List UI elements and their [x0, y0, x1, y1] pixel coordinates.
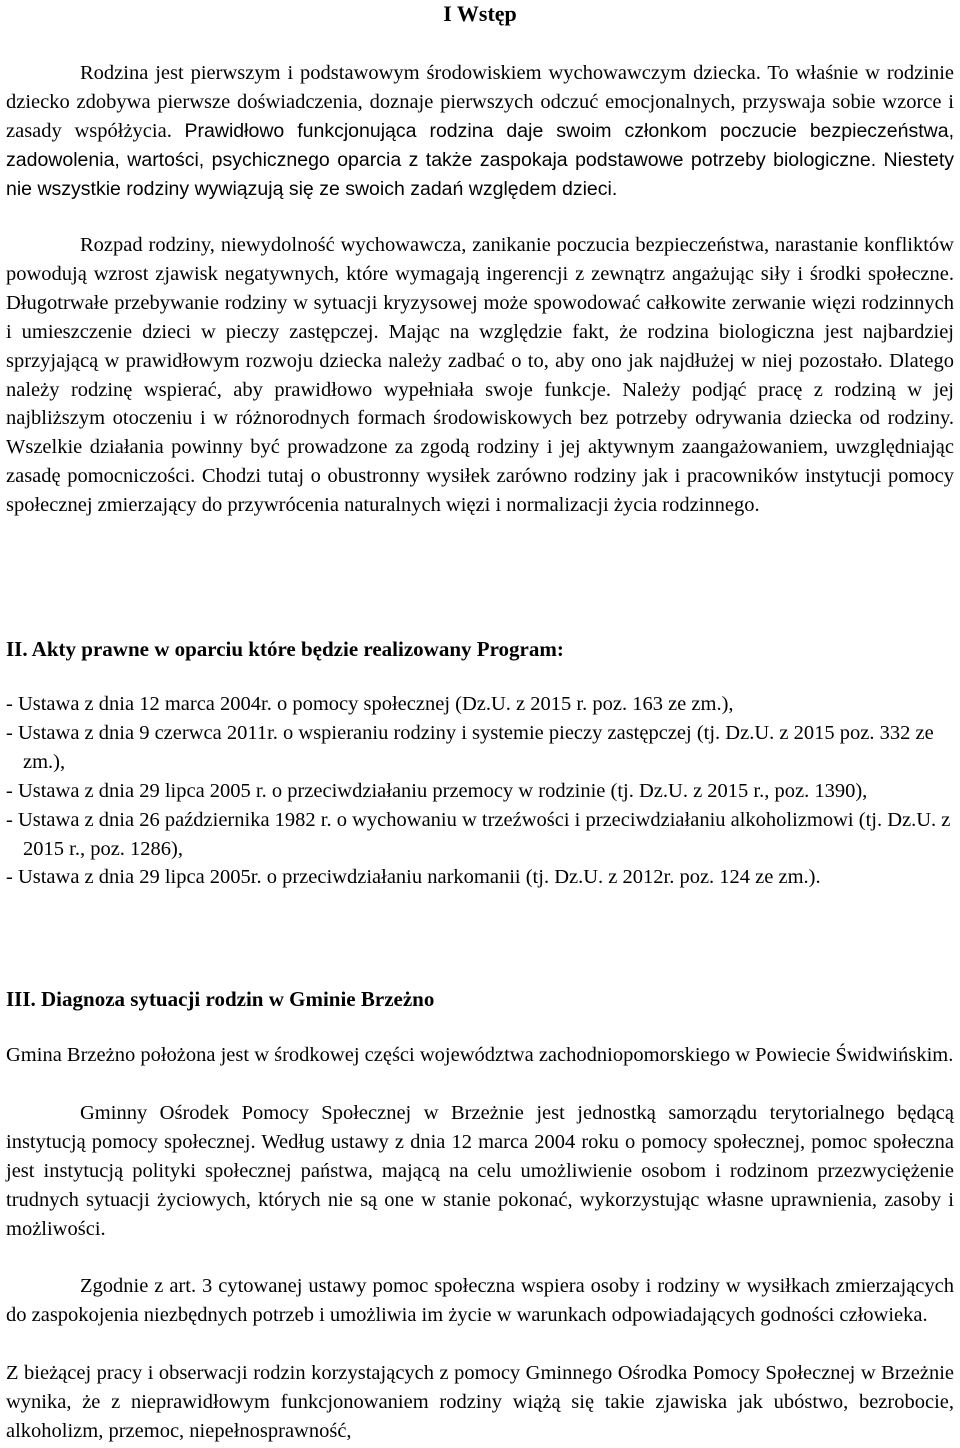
- section-heading-diagnosis: III. Diagnoza sytuacji rodzin w Gminie Brzeżno: [6, 987, 435, 1011]
- paragraph-intro-1a: Rodzina jest pierwszym i podstawowym środowiskiem wychowawczym dziecka. To właśnie w rodzinie dziecko zdobywa pierwsze doświadczenia, doznaje pierwszych odczuć emocjonalnych, przyswaja sobie wzorce i zasady współżycia.: [6, 62, 954, 142]
- paragraph-intro-1: [6, 59, 954, 204]
- legal-act-item: - Ustawa z dnia 29 lipca 2005 r. o przeciwdziałaniu przemocy w rodzinie (tj. Dz.U. z 2015 r., poz. 1390),: [6, 779, 868, 802]
- legal-acts-list: [6, 690, 954, 892]
- paragraph-intro-2: Rozpad rodziny, niewydolność wychowawcza, zanikanie poczucia bezpieczeństwa, narastanie konfliktów powodują wzrost zjawisk negatywnych, które wymagają ingerencji z zewnątrz angażując siły i środki społeczne. Długotrwałe przebywanie rodziny w sytuacji kryzysowej może spowodować całkowite zerwanie więzi rodzinnych i umieszczenie dzieci w pieczy zastępczej. Mając na względzie fakt, że rodzina biologiczna jest najbardziej sprzyjającą w prawidłowym rozwoju dziecka należy zadbać o to, aby ono jak najdłużej w niej pozostało. Dlatego należy rodzinę wspierać, aby prawidłowo wypełniała swoje funkcje. Należy podjąć pracę z rodziną w jej najbliższym otoczeniu i w różnorodnych formach środowiskowych bez potrzeby odrywania dziecka od rodziny. Wszelkie działania powinny być prowadzone za zgodą rodziny i jej aktywnym zaangażowaniem, uwzględniając zasadę pomocniczości. Chodzi tutaj o obustronny wysiłek zarówno rodziny jak i pracowników instytucji pomocy społecznej zmierzający do przywrócenia naturalnych więzi i normalizacji życia rodzinnego.: [6, 234, 954, 517]
- paragraph-intro-1b: Prawidłowo funkcjonująca rodzina daje swoim członkom poczucie bezpieczeństwa, zadowolenia, wartości, psychicznego oparcia z także zaspokaja podstawowe potrzeby biologiczne. Niestety nie wszystkie rodziny wywiązują się ze swoich zadań względem dzieci.: [6, 119, 954, 200]
- paragraph-diagnosis-1: Gmina Brzeżno położona jest w środkowej części województwa zachodniopomorskiego w Powiecie Świdwińskim.: [6, 1044, 954, 1066]
- legal-act-item: - Ustawa z dnia 12 marca 2004r. o pomocy społecznej (Dz.U. z 2015 r. poz. 163 ze zm.),: [6, 693, 734, 715]
- paragraph-diagnosis-4: Z bieżącej pracy i obserwacji rodzin korzystających z pomocy Gminnego Ośrodka Pomocy Społecznej w Brzeżnie wynika, że z nieprawidłowym funkcjonowaniem rodziny wiążą się takie zjawiska jak ubóstwo, bezrobocie, alkoholizm, przemoc, niepełnosprawność,: [6, 1362, 954, 1442]
- legal-act-item: - Ustawa z dnia 29 lipca 2005r. o przeciwdziałaniu narkomanii (tj. Dz.U. z 2012r. poz. 124 ze zm.).: [6, 866, 821, 889]
- legal-act-item: - Ustawa z dnia 26 października 1982 r. o wychowaniu w trzeźwości i przeciwdziałaniu alkoholizmowi (tj. Dz.U. z 2015 r., poz. 1286),: [6, 808, 951, 860]
- paragraph-diagnosis-2: Gminny Ośrodek Pomocy Społecznej w Brzeżnie jest jednostką samorządu terytorialnego będącą instytucją pomocy społecznej. Według ustawy z dnia 12 marca 2004 roku o pomocy społecznej, pomoc społeczna jest instytucją polityki społecznej państwa, mającą na celu umożliwienie osobom i rodzinom przezwyciężenie trudnych sytuacji życiowych, których nie są one w stanie pokonać, wykorzystując własne uprawnienia, zasoby i możliwości.: [6, 1102, 954, 1240]
- section-heading-intro: I Wstęp: [443, 1, 517, 26]
- section-heading-legal-acts: II. Akty prawne w oparciu które będzie realizowany Program:: [6, 637, 564, 661]
- paragraph-diagnosis-3: Zgodnie z art. 3 cytowanej ustawy pomoc społeczna wspiera osoby i rodziny w wysiłkach zmierzających do zaspokojenia niezbędnych potrzeb i umożliwia im życie w warunkach odpowiadających godności człowieka.: [6, 1275, 954, 1326]
- legal-act-item: - Ustawa z dnia 9 czerwca 2011r. o wspieraniu rodziny i systemie pieczy zastępczej (tj. Dz.U. z 2015 poz. 332 ze zm.),: [6, 721, 934, 773]
